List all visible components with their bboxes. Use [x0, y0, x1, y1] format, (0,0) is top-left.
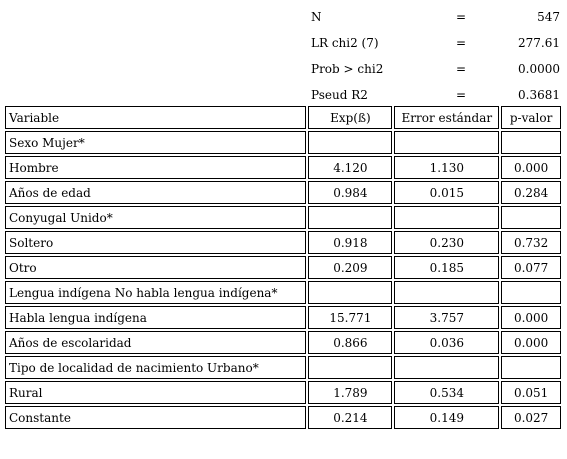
cell-p-value	[501, 356, 561, 379]
regression-results-table	[3, 104, 563, 431]
table-body	[5, 131, 561, 429]
cell-p-value	[501, 281, 561, 304]
table-row	[5, 231, 561, 254]
table-row	[5, 281, 561, 304]
cell-exp-beta: 0.866	[308, 331, 392, 354]
cell-variable: Hombre	[5, 156, 306, 179]
cell-p-value: 0.732	[501, 231, 561, 254]
table-header	[5, 106, 561, 129]
table-row	[5, 131, 561, 154]
model-stat-label: Prob > chi2	[311, 62, 384, 76]
cell-exp-beta	[308, 356, 392, 379]
model-stat-value: 0.3681	[518, 88, 560, 102]
header-row	[5, 106, 561, 129]
cell-standard-error	[394, 356, 499, 379]
cell-variable: Lengua indígena No habla lengua indígena*	[5, 281, 306, 304]
table-row	[5, 406, 561, 429]
model-stat-label: Pseud R2	[311, 88, 368, 102]
table-row	[5, 206, 561, 229]
cell-p-value: 0.284	[501, 181, 561, 204]
model-stat-equals: =	[455, 62, 467, 76]
cell-standard-error: 0.015	[394, 181, 499, 204]
cell-exp-beta	[308, 131, 392, 154]
cell-exp-beta	[308, 206, 392, 229]
cell-standard-error: 1.130	[394, 156, 499, 179]
cell-standard-error: 0.185	[394, 256, 499, 279]
cell-standard-error: 0.534	[394, 381, 499, 404]
cell-exp-beta	[308, 281, 392, 304]
cell-variable: Soltero	[5, 231, 306, 254]
model-stat-equals: =	[455, 88, 467, 102]
cell-exp-beta: 0.984	[308, 181, 392, 204]
table-row	[5, 306, 561, 329]
table-row	[5, 331, 561, 354]
cell-exp-beta: 0.918	[308, 231, 392, 254]
cell-p-value: 0.077	[501, 256, 561, 279]
model-stat-value: 277.61	[518, 36, 560, 50]
cell-p-value: 0.000	[501, 306, 561, 329]
cell-standard-error: 3.757	[394, 306, 499, 329]
table-row	[5, 181, 561, 204]
cell-exp-beta: 0.209	[308, 256, 392, 279]
cell-standard-error	[394, 281, 499, 304]
cell-p-value: 0.000	[501, 156, 561, 179]
model-statistics-body	[307, 4, 562, 108]
cell-standard-error	[394, 131, 499, 154]
cell-p-value	[501, 206, 561, 229]
table-row	[5, 381, 561, 404]
cell-variable: Rural	[5, 381, 306, 404]
cell-p-value: 0.027	[501, 406, 561, 429]
model-stat-label: LR chi2 (7)	[311, 36, 379, 50]
cell-standard-error: 0.230	[394, 231, 499, 254]
cell-exp-beta: 0.214	[308, 406, 392, 429]
header-p-value: p-valor	[501, 106, 561, 129]
model-statistics	[307, 4, 562, 108]
header-variable: Variable	[5, 106, 306, 129]
cell-standard-error	[394, 206, 499, 229]
cell-variable: Años de edad	[5, 181, 306, 204]
table-row	[5, 356, 561, 379]
header-exp-beta: Exp(ß)	[308, 106, 392, 129]
cell-p-value	[501, 131, 561, 154]
header-standard-error: Error estándar	[394, 106, 499, 129]
table-row	[5, 256, 561, 279]
cell-variable: Sexo Mujer*	[5, 131, 306, 154]
model-stat-equals: =	[455, 36, 467, 50]
cell-variable: Habla lengua indígena	[5, 306, 306, 329]
cell-exp-beta: 15.771	[308, 306, 392, 329]
cell-p-value: 0.000	[501, 331, 561, 354]
model-stat-row	[307, 4, 562, 30]
cell-p-value: 0.051	[501, 381, 561, 404]
cell-standard-error: 0.036	[394, 331, 499, 354]
table-row	[5, 156, 561, 179]
model-stat-value: 0.0000	[518, 62, 560, 76]
cell-variable: Otro	[5, 256, 306, 279]
cell-variable: Constante	[5, 406, 306, 429]
cell-variable: Tipo de localidad de nacimiento Urbano*	[5, 356, 306, 379]
cell-exp-beta: 1.789	[308, 381, 392, 404]
model-stat-row	[307, 30, 562, 56]
model-stat-value: 547	[537, 10, 560, 24]
model-stat-equals: =	[455, 10, 467, 24]
model-stat-label: N	[311, 10, 322, 24]
cell-variable: Años de escolaridad	[5, 331, 306, 354]
cell-standard-error: 0.149	[394, 406, 499, 429]
model-stat-row	[307, 56, 562, 82]
cell-exp-beta: 4.120	[308, 156, 392, 179]
cell-variable: Conyugal Unido*	[5, 206, 306, 229]
